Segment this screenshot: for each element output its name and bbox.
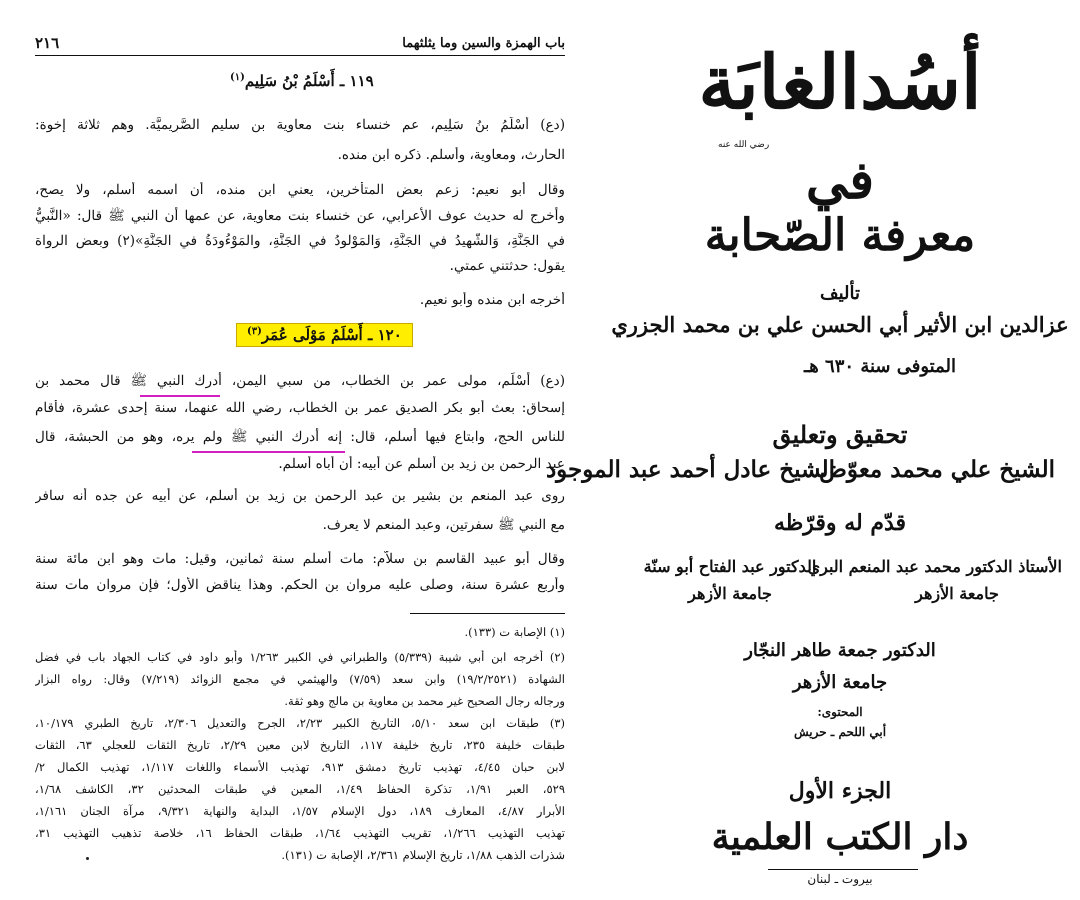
- author-name: عزالدين ابن الأثير أبي الحسن علي بن محمد الجزري: [611, 312, 1069, 337]
- footnote-line: طبقات خليفة ٢٣٥، تاريخ خليفة ١١٧، التاريخ لابن معين ٢/٢٩، تاريخ الثقات للعجلي ٦٣، الثقات: [35, 738, 565, 752]
- tahqiq-label: تحقيق وتعليق: [772, 420, 908, 449]
- content-label: المحتوى:: [817, 705, 863, 719]
- footnote-line: (٢) أخرجه ابن أبي شيبة (٥/٣٣٩) والطبراني في الكبير ١/٢٦٣ وأبو داود في كتاب الجهاد باب في فضل: [35, 650, 565, 664]
- header-title: باب الهمزة والسين وما يثلثهما: [402, 36, 565, 51]
- book-title: أسُدالغابَة: [698, 40, 982, 126]
- prof-left-inst: جامعة الأزهر: [688, 584, 772, 603]
- entry-119-line: وأخرج له حديث عوف الأعرابي، عن خنساء بنت معاوية، عن عمها أن النبي ﷺ قال: «النَّبيُّ: [35, 208, 565, 224]
- entry-120-line: وقال أبو عبيد القاسم بن سلاّم: مات أسلم سنة ثمانين، وقيل: مات وهو ابن مائة سنة: [35, 551, 565, 567]
- prof-right-col: [807, 557, 1062, 603]
- publisher-rule: [768, 869, 918, 870]
- underline-mark: [140, 395, 220, 397]
- entry-120-line: عبد الرحمن بن زيد بن أسلم عن أبيه: أن أباه أسلم.: [278, 456, 565, 472]
- highlight-box: ١٢٠ ـ أَسْلَمُ مَوْلَى عُمَر$^{(٣)}$: [236, 323, 413, 347]
- footnote-line: ورجاله رجال الصحيح غير محمد بن معاوية بن مالج وهو ثقة.: [284, 694, 565, 708]
- page-number: ٢١٦: [35, 34, 60, 52]
- prof-center-name: الدكتور جمعة طاهر النجّار: [744, 640, 936, 661]
- talif-label: تأليف: [819, 283, 861, 304]
- author-death: المتوفى سنة ٦٣٠ هـ: [804, 356, 956, 377]
- footnote-line: تهذيب التهذيب ١/٢٦٦، تقريب التهذيب ١/٦٤، طبقات الحفاظ ١٦، خلاصة تذهيب التهذيب ٣١،: [35, 826, 565, 840]
- prof-right-inst: جامعة الأزهر: [915, 584, 999, 603]
- prof-left-name: الدكتور عبد الفتاح أبو سنّة: [643, 557, 817, 576]
- header-rule: [35, 55, 565, 56]
- editor-left: الشيخ عادل أحمد عبد الموجود: [545, 456, 835, 483]
- entry-120-line: مع النبي ﷺ سفرتين، وعبد المنعم لا يعرف.: [322, 517, 565, 533]
- footnote-line: شذرات الذهب ١/٨٨، تاريخ الإسلام ٢/٣٦١، الإصابة ت (١٣١).: [281, 848, 565, 862]
- footnote-line: (٣) طبقات ابن سعد ٥/١٠، التاريخ الكبير ٢/٢٣، الجرح والتعديل ٢/٣٠٦، تاريخ الطبري ١٠/١٧٩،: [35, 716, 565, 730]
- publisher-name: دار الكتب العلمية: [711, 816, 969, 858]
- prof-left-col: [625, 557, 835, 603]
- entry-120-line: (دع) أَسْلَم، مولى عمر بن الخطاب، من سبي اليمن، أدرك النبي ﷺ قال محمد بن: [35, 373, 565, 389]
- entry-119-line: وقال أبو نعيم: زعم بعض المتأخرين، يعني ابن منده، أن اسمه أسلم، ولا يصح،: [35, 182, 565, 198]
- entry-119-line: (دع) أَسْلَمُ بنُ سَلِيم، عم خنساء بنت معاوية بن سليم الصَّرِيميَّة. وهم ثلاثة إخوة:: [35, 117, 565, 133]
- entry-120-line: للناس الحج، وابتاع فيها أسلم، قال: إنه أدرك النبي ﷺ ولم يره، وهو من الحبشة، قال: [35, 429, 565, 445]
- book-subtitle: معرفة الصّحابة: [704, 210, 976, 261]
- entry-119-line: أخرجه ابن منده وأبو نعيم.: [419, 292, 565, 308]
- footnote-line: (١) الإصابة ت (١٣٣).: [464, 625, 565, 639]
- stray-dot: [86, 857, 89, 860]
- entry-120-line: إسحاق: بعث أبو بكر الصديق عمر بن الخطاب، رضي الله عنهما، سنة إحدى عشرة، فأقام: [35, 400, 565, 416]
- entry-119-line: يقول: حدثتني عمتي.: [449, 258, 565, 274]
- entry-120-title: [236, 326, 413, 344]
- publisher-city: بيروت ـ لبنان: [807, 872, 873, 886]
- entry-119-line: الحارث، ومعاوية، وأسلم. ذكره ابن منده.: [337, 147, 565, 163]
- footnote-line: الشهادة (١٩/٢/٢٥٢١) وابن سعد (٧/٥٩) والهيثمي في مجمع الزوائد (٧/٢١٩) وقال: رواه البزار: [35, 672, 565, 686]
- title-page: [545, 0, 1080, 900]
- footnote-rule: [410, 613, 565, 614]
- volume-label: الجزء الأول: [788, 778, 892, 804]
- prof-center-inst: جامعة الأزهر: [792, 672, 888, 693]
- entry-120-line: وأربع عشرة سنة، وصلى عليه مروان بن الحكم. وهذا يناقض الأول؛ فإن مروان مات سنة: [35, 577, 565, 593]
- entry-119-line: في الجَنَّةِ، وَالشَّهِيدُ في الجَنَّةِ، وَالمَوْلودُ في الجَنَّةِ، والمَوْءُودَةُ في الجَنَّةِ»(٢) وبعض الرواة: [35, 233, 565, 249]
- footnote-line: ٥٢٩، العبر ١/٩١، تذكرة الحفاظ ١/٤٩، المعين في طبقات المحدثين ٣٢، الكاشف ١/٦٨،: [35, 782, 565, 796]
- editor-right: الشيخ علي محمد معوّض: [819, 456, 1055, 483]
- entry-119-title: ١١٩ ـ أَسْلَمُ بْنُ سَلِيم$^{(١)}$: [230, 72, 374, 90]
- underline-mark: [192, 451, 345, 453]
- title-connector: في: [805, 150, 875, 211]
- qaddama-label: قدّم له وقرّظه: [773, 510, 907, 536]
- prof-right-name: الأستاذ الدكتور محمد عبد المنعم البري: [807, 557, 1062, 576]
- title-note: رضي الله عنه: [718, 140, 770, 150]
- footnote-line: لابن حبان ٤/٤٥، تهذيب تاريخ دمشق ٩١٣، تهذيب الأسماء واللغات ١/١١٧، تهذيب الكمال ٢/: [35, 760, 565, 774]
- footnote-line: الأبرار ٤/٨٧، المعارف ١٨٩، دول الإسلام ١/٥٧، البداية والنهاية ٩/٣٢١، مرآة الجنان ١/١٦١،: [35, 804, 565, 818]
- entry-120-line: روى عبد المنعم بن بشير بن عبد الرحمن بن زيد بن أسلم، عن أبيه عن جده أنه سافر: [35, 488, 565, 504]
- content-range: أبي اللحم ـ حريش: [793, 725, 887, 739]
